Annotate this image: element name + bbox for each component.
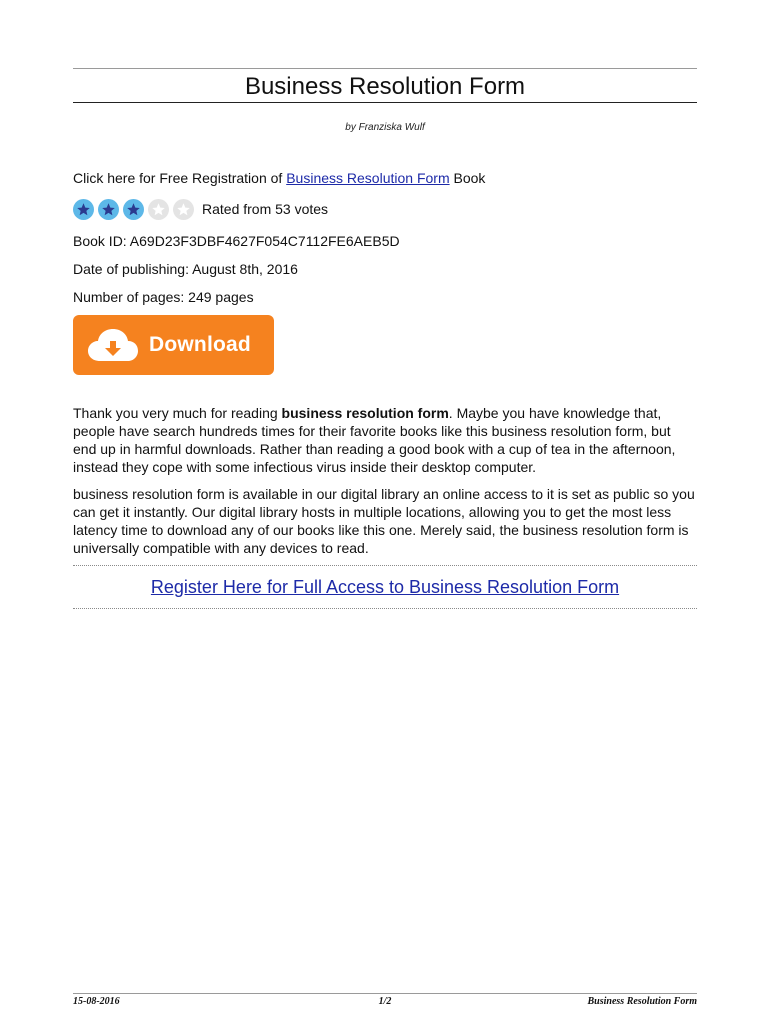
star-icon [98,199,119,220]
star-icon [148,199,169,220]
star-rating [73,198,328,220]
library-paragraph: business resolution form is available in our digital library an online access to it is set as public so you can get it instantly. Our digital library hosts in multiple locations, allowing you to get the most less latency time to download any of our books like this one. Merely said, the business resolution form is universally compatible with any devices to read. [73,486,695,556]
dotted-divider-bottom [73,608,697,609]
document-title: Business Resolution Form [244,73,526,100]
registration-line [73,169,485,187]
page-count: Number of pages: 249 pages [73,289,254,305]
registration-prefix: Click here for Free Registration of [73,170,287,186]
intro-paragraph [73,404,697,476]
star-icon [73,199,94,220]
download-button[interactable] [73,315,274,375]
intro-text: Thank you very much for reading [73,405,282,421]
dotted-divider-top [73,565,697,566]
footer-title: Business Resolution Form [587,996,697,1007]
registration-suffix: Book [449,170,486,186]
footer-page-number: 1/2 [378,996,392,1007]
intro-bold-text: business resolution form [281,405,449,421]
star-icon [123,199,144,220]
title-divider [73,102,697,103]
register-link[interactable]: Register Here for Full Access to Business Resolution Form [150,577,620,597]
registration-link[interactable]: Business Resolution Form [286,170,450,186]
publish-date: Date of publishing: August 8th, 2016 [73,261,298,277]
footer-date: 15-08-2016 [73,996,120,1007]
rating-text: Rated from 53 votes [202,201,329,217]
footer-divider [73,993,697,994]
top-divider [73,68,697,69]
document-page [73,0,697,1024]
author-byline: by Franziska Wulf [345,122,425,133]
intro-rest-text: . Maybe you have knowledge that, people have search hundreds times for their favorite books like this business resolution form, but end up in harmful downloads. Rather than reading a good book with a cup of tea in the afternoon, instead they cope with some infectious virus inside their desktop computer. [73,405,676,475]
book-id: Book ID: A69D23F3DBF4627F054C7112FE6AEB5D [73,233,400,249]
star-icon [173,199,194,220]
download-label: Download [149,333,251,356]
register-line [73,576,697,598]
cloud-download-icon [86,325,140,365]
